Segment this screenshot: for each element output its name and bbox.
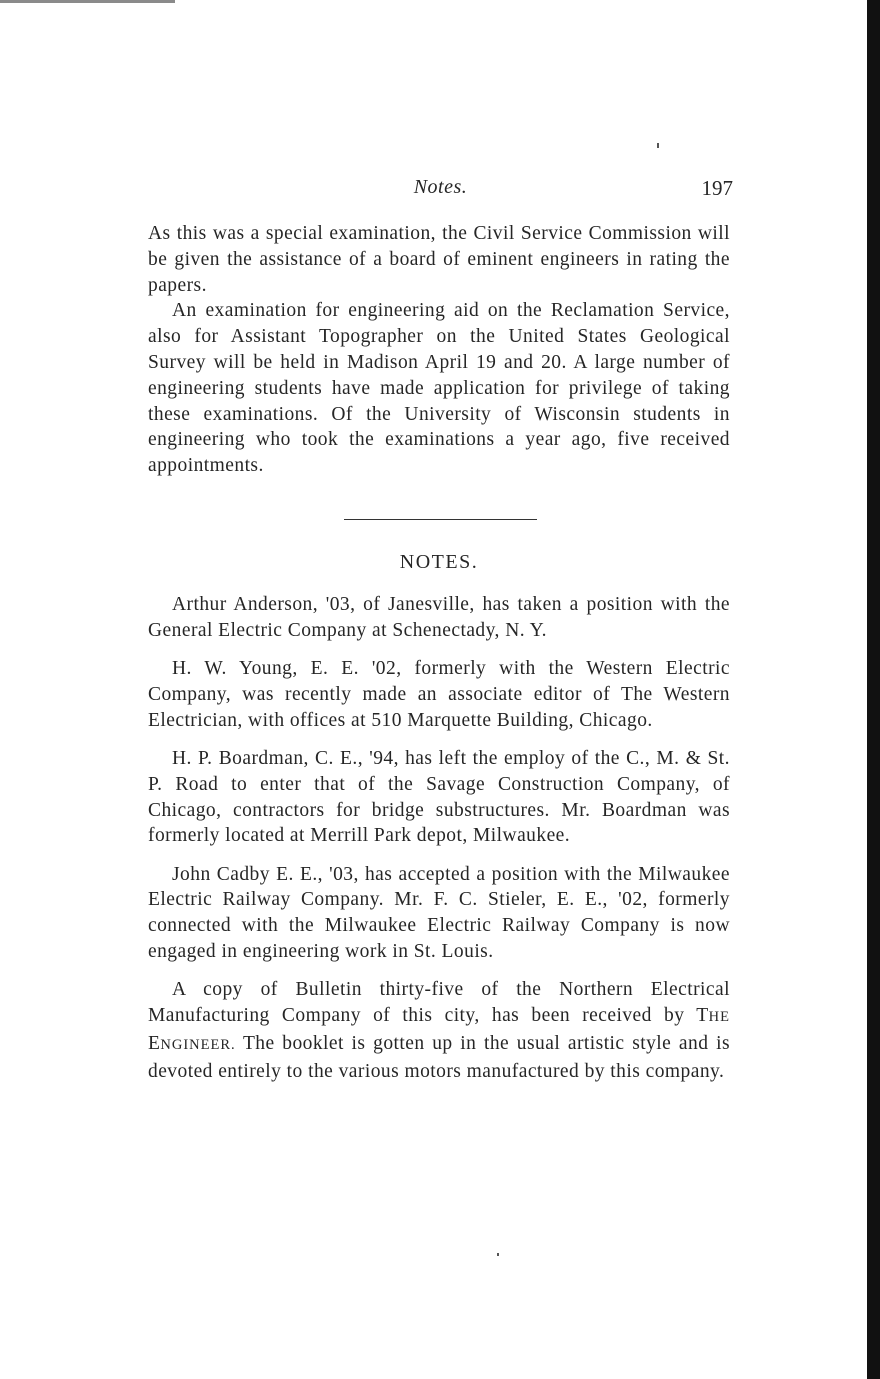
note-item: H. W. Young, E. E. '02, formerly with the Western Electric Company, was recently made an associate editor of The Western Electrician, with offices at 510 Marquette Building, Chicago. (148, 658, 730, 731)
reclamation-exam-paragraph: An examination for engineering aid on the Reclamation Service, also for Assistant Topographer on the United States Geological Survey will be held in Madison April 19 and 20. A large number of engineering students have made application for privilege of taking these examinations. Of the University of Wisconsin students in engineering who took the examinations a year ago, five received appointments. (148, 300, 730, 477)
journal-name-initial: E (148, 1032, 161, 1054)
notes-list (148, 592, 730, 1097)
scan-edge-right (867, 0, 880, 1379)
journal-name-initial: T (696, 1005, 709, 1027)
scan-speck (497, 1253, 499, 1256)
running-head (148, 176, 733, 204)
scan-edge-top (0, 0, 175, 3)
continued-paragraph: As this was a special examination, the Civil Service Commission will be given the assistance of a board of eminent engineers in rating the papers. (148, 223, 730, 296)
journal-name-smallcaps: HE (708, 1009, 730, 1026)
note-text: The booklet is gotten up in the usual artistic style and is devoted entirely to the various motors manufactured by this company. (148, 1032, 730, 1082)
page-number: 197 (701, 176, 733, 200)
note-item-bulletin (148, 977, 730, 1084)
scan-speck (657, 143, 659, 148)
note-item: H. P. Boardman, C. E., '94, has left the employ of the C., M. & St. P. Road to enter that of the Savage Construction Company, of Chicago, contractors for bridge substructures. Mr. Boardman was formerly located at Merrill Park depot, Milwaukee. (148, 747, 730, 847)
note-item: John Cadby E. E., '03, has accepted a position with the Milwaukee Electric Railway Company. Mr. F. C. Stieler, E. E., '02, formerly connected with the Milwaukee Electric Railway Company is now engaged in engineering work in St. Louis. (148, 863, 730, 963)
continued-text-block (148, 221, 730, 479)
note-item: Arthur Anderson, '03, of Janesville, has taken a position with the General Electric Company at Schenectady, N. Y. (148, 594, 730, 641)
running-title: Notes. (413, 176, 468, 198)
section-divider (344, 519, 537, 520)
journal-name-smallcaps: NGINEER. (160, 1036, 236, 1053)
note-text: A copy of Bulletin thirty-five of the Northern Electrical Manufacturing Company of this city, has been received by (148, 979, 730, 1027)
notes-heading: NOTES. (399, 551, 479, 573)
